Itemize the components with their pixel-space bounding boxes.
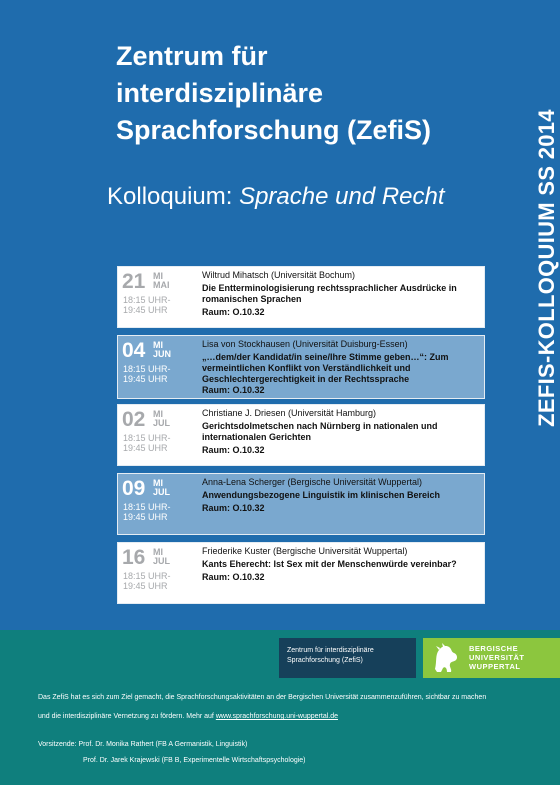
event-day: 16 [122, 546, 146, 569]
chair-person: Vorsitzende: Prof. Dr. Monika Rathert (FB A Germanistik, Linguistik) [38, 741, 248, 748]
event-day: 09 [122, 477, 146, 500]
event-weekday: MI [153, 547, 163, 557]
vertical-title-text: ZEFIS-KOLLOQUIUM SS 2014 [534, 108, 560, 427]
event-talk: Die Entterminologisierung rechtssprachlicher Ausdrücke in romanischen Sprachen [202, 283, 457, 304]
subtitle [107, 183, 445, 211]
vertical-title [532, 40, 560, 495]
event-weekday: MI [153, 271, 163, 281]
event-time: 18:15 UHR- 19:45 UHR [123, 433, 171, 453]
event-weekday: MI [153, 478, 163, 488]
event-day: 04 [122, 339, 146, 362]
event-time: 18:15 UHR- 19:45 UHR [123, 502, 171, 522]
event-room: Raum: O.10.32 [202, 385, 265, 395]
footer-text: und die interdisziplinäre Vernetzung zu fördern. Mehr auf [38, 713, 216, 720]
event-info [202, 546, 478, 583]
event-card [117, 404, 485, 466]
lion-crest-icon [429, 641, 463, 675]
university-name [469, 644, 525, 671]
event-weekday: MI [153, 340, 163, 350]
chair-person: Prof. Dr. Jarek Krajewski (FB B, Experimentelle Wirtschaftspsychologie) [83, 757, 306, 764]
event-month: MAI [153, 280, 170, 290]
event-talk: Kants Eherecht: Ist Sex mit der Menschenwürde vereinbar? [202, 559, 457, 569]
poster-title [116, 38, 516, 149]
event-time: 18:15 UHR- 19:45 UHR [123, 571, 171, 591]
title-line: Sprachforschung (ZefiS) [116, 115, 432, 145]
event-talk: Anwendungsbezogene Linguistik im klinischen Bereich [202, 490, 441, 500]
university-logo [423, 638, 560, 678]
event-speaker: Lisa von Stockhausen (Universität Duisburg-Essen) [202, 339, 408, 349]
event-info [202, 270, 478, 318]
event-card [117, 473, 485, 535]
event-room: Raum: O.10.32 [202, 445, 265, 455]
event-speaker: Christiane J. Driesen (Universität Hamburg) [202, 408, 377, 418]
title-line: Zentrum für [116, 41, 268, 71]
zefis-logo [279, 638, 416, 678]
subtitle-topic: Sprache und Recht [239, 183, 445, 210]
event-room: Raum: O.10.32 [202, 572, 265, 582]
event-card [117, 335, 485, 399]
event-day: 21 [122, 270, 146, 293]
event-talk: Gerichtsdolmetschen nach Nürnberg in nationalen und internationalen Gerichten [202, 421, 438, 442]
event-card [117, 542, 485, 604]
zefis-logo-line: Zentrum für interdisziplinäre [287, 647, 374, 654]
university-name-line: UNIVERSITÄT [469, 653, 525, 662]
event-card [117, 266, 485, 328]
university-name-line: WUPPERTAL [469, 662, 521, 671]
event-month: JUL [153, 487, 171, 497]
event-speaker: Friederike Kuster (Bergische Universität Wuppertal) [202, 546, 408, 556]
event-speaker: Anna-Lena Scherger (Bergische Universität Wuppertal) [202, 477, 422, 487]
subtitle-prefix: Kolloquium: [107, 183, 233, 210]
website-link[interactable]: www.sprachforschung.uni-wuppertal.de [215, 713, 339, 720]
event-day: 02 [122, 408, 146, 431]
footer-description-line: Das ZefiS hat es sich zum Ziel gemacht, die Sprachforschungsaktivitäten an der Bergischen Universität zusammenzuführen, sichtbar zu machen [38, 694, 487, 701]
event-speaker: Wiltrud Mihatsch (Universität Bochum) [202, 270, 356, 280]
event-month: JUN [153, 349, 172, 359]
event-info [202, 408, 478, 456]
title-line: interdisziplinäre [116, 78, 324, 108]
university-name-line: BERGISCHE [469, 644, 519, 653]
event-talk: „…dem/der Kandidat/in seine/Ihre Stimme geben…“: Zum vermeintlichen Konflikt von Verständlichkeit und Geschlechtergerechtigkeit in der Rechtssprache [202, 352, 449, 384]
zefis-logo-line: Sprachforschung (ZefiS) [287, 657, 363, 664]
event-month: JUL [153, 418, 171, 428]
footer-description-line [38, 712, 338, 721]
event-weekday: MI [153, 409, 163, 419]
event-room: Raum: O.10.32 [202, 307, 265, 317]
event-room: Raum: O.10.32 [202, 503, 265, 513]
event-month: JUL [153, 556, 171, 566]
event-time: 18:15 UHR- 19:45 UHR [123, 364, 171, 384]
event-info [202, 477, 478, 514]
event-info [202, 339, 478, 396]
event-time: 18:15 UHR- 19:45 UHR [123, 295, 171, 315]
